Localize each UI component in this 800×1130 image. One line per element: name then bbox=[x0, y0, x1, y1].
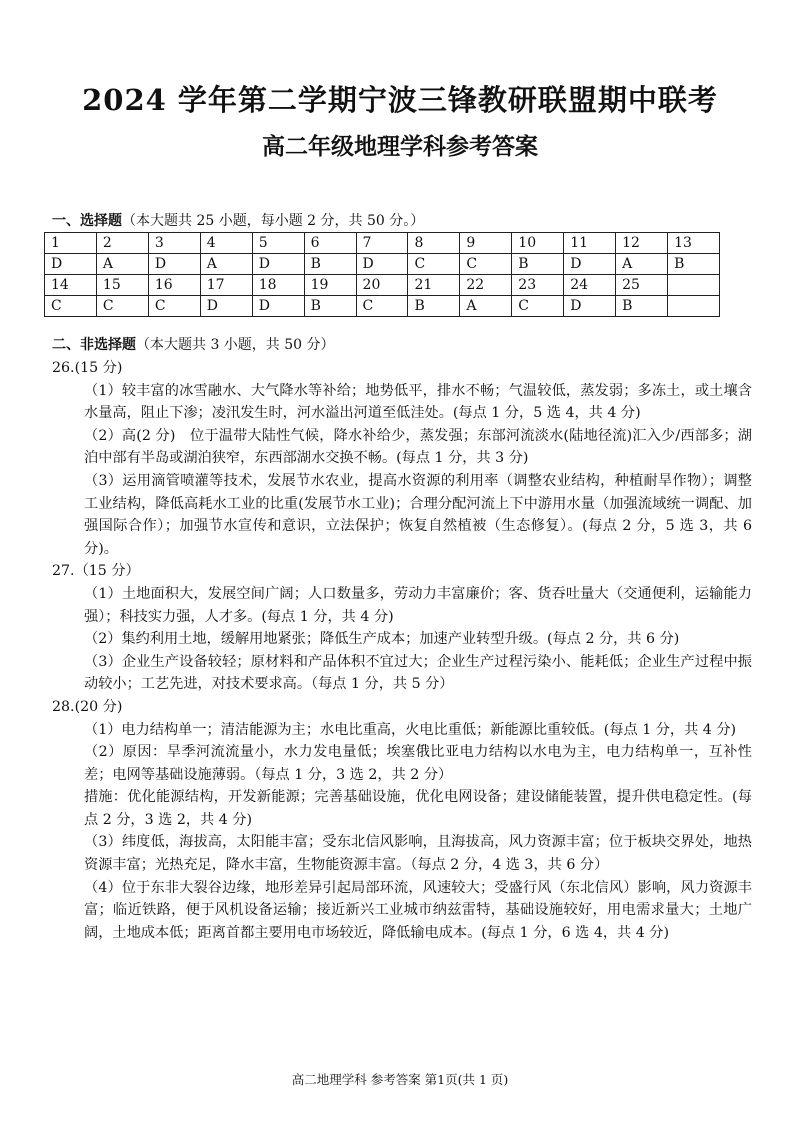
answer-cell: A bbox=[460, 296, 512, 317]
answer-cell: B bbox=[616, 296, 668, 317]
question-number-cell: 22 bbox=[460, 275, 512, 296]
question-27 bbox=[52, 560, 752, 696]
answer-cell: D bbox=[148, 254, 200, 275]
section-1-note: （本大题共 25 小题，每小题 2 分，共 50 分。） bbox=[122, 213, 425, 229]
answer-cell: D bbox=[564, 254, 616, 275]
question-number-cell: 2 bbox=[96, 233, 148, 254]
answer-part: （2）集约利用土地，缓解用地紧张；降低生产成本；加速产业转型升级。(每点 2 分，共 6 分) bbox=[84, 631, 680, 648]
question-number-cell: 18 bbox=[252, 275, 304, 296]
question-label: 27.（15 分） bbox=[52, 563, 140, 580]
answer-cell: A bbox=[616, 254, 668, 275]
question-number-cell: 7 bbox=[356, 233, 408, 254]
question-number-cell: 21 bbox=[408, 275, 460, 296]
question-number-cell: 6 bbox=[304, 233, 356, 254]
answer-cell bbox=[668, 296, 720, 317]
answer-part: （3）纬度低，海拔高，太阳能丰富；受东北信风影响，且海拔高，风力资源丰富；位于板块交界处，地热资源丰富；光热充足，降水丰富，生物能资源丰富。（每点 2 分，4 选 3，共 6 分） bbox=[84, 834, 752, 874]
answer-cell: B bbox=[408, 296, 460, 317]
question-number-cell: 16 bbox=[148, 275, 200, 296]
question-number-cell: 23 bbox=[512, 275, 564, 296]
question-number-cell bbox=[668, 275, 720, 296]
question-number-cell: 8 bbox=[408, 233, 460, 254]
question-number-cell: 3 bbox=[148, 233, 200, 254]
question-number-cell: 25 bbox=[616, 275, 668, 296]
answer-cell: B bbox=[304, 296, 356, 317]
answer-part: （3）运用滴管喷灌等技术，发展节水农业，提高水资源的利用率（调整农业结构，种植耐旱作物）；调整工业结构，降低高耗水工业的比重(发展节水工业)；合理分配河流上下中游用水量（加强流域统一调配、加强国际合作）；加强节水宣传和意识，立法保护；恢复自然植被（生态修复）。(每点 2 分，5 选 3，共 6 分)。 bbox=[84, 472, 752, 557]
section-2-title: 二、非选择题 bbox=[52, 337, 136, 353]
answer-cell: C bbox=[408, 254, 460, 275]
answer-part: （1）电力结构单一；清洁能源为主；水电比重高，火电比重低；新能源比重较低。(每点 1 分，共 4 分) bbox=[84, 721, 737, 738]
section-2-heading bbox=[52, 334, 335, 354]
question-number-cell: 5 bbox=[252, 233, 304, 254]
answer-cell: D bbox=[45, 254, 97, 275]
question-number-cell: 17 bbox=[200, 275, 252, 296]
answer-cell: B bbox=[668, 254, 720, 275]
answer-cell: D bbox=[252, 296, 304, 317]
question-number-cell: 12 bbox=[616, 233, 668, 254]
question-number-cell: 11 bbox=[564, 233, 616, 254]
answer-part: （3）企业生产设备较轻；原材料和产品体积不宜过大；企业生产过程污染小、能耗低；企业生产过程中振动较小；工艺先进，对技术要求高。（每点 1 分，共 5 分） bbox=[84, 653, 752, 693]
answer-cell: C bbox=[512, 296, 564, 317]
question-number-cell: 1 bbox=[45, 233, 97, 254]
question-number-cell: 20 bbox=[356, 275, 408, 296]
section-1-title: 一、选择题 bbox=[52, 213, 122, 229]
question-number-cell: 19 bbox=[304, 275, 356, 296]
question-number-cell: 9 bbox=[460, 233, 512, 254]
question-number-cell: 10 bbox=[512, 233, 564, 254]
answer-part: （4）位于东非大裂谷边缘，地形差异引起局部环流，风速较大；受盛行风（东北信风）影响，风力资源丰富；临近铁路，便于风机设备运输；接近新兴工业城市纳兹雷特，基础设施较好，用电需求量大；土地广阔，土地成本低；距离首都主要用电市场较近，降低输电成本。(每点 1 分，6 选 4，共 4 分) bbox=[84, 879, 752, 941]
answer-cell: C bbox=[460, 254, 512, 275]
answer-row bbox=[45, 254, 720, 275]
answer-cell: A bbox=[200, 254, 252, 275]
answer-part: （2）原因：旱季河流流量小，水力发电量低；埃塞俄比亚电力结构以水电为主，电力结构单一，互补性差；电网等基础设施薄弱。（每点 1 分，3 选 2，共 2 分） bbox=[84, 744, 752, 783]
answer-cell: D bbox=[200, 296, 252, 317]
exam-title: 2024 学年第二学期宁波三锋教研联盟期中联考 bbox=[82, 83, 718, 117]
answer-cell: D bbox=[252, 254, 304, 275]
question-number-cell: 14 bbox=[45, 275, 97, 296]
answer-cell: C bbox=[96, 296, 148, 317]
answer-cell: C bbox=[356, 296, 408, 317]
question-number-cell: 24 bbox=[564, 275, 616, 296]
question-number-cell: 4 bbox=[200, 233, 252, 254]
answer-key-subtitle: 高二年级地理学科参考答案 bbox=[262, 133, 538, 160]
question-28 bbox=[52, 696, 752, 945]
answer-part: 措施：优化能源结构，开发新能源；完善基础设施，优化电网设备；建设储能装置，提升供电稳定性。(每点 2 分，3 选 2，共 4 分) bbox=[84, 789, 752, 828]
answer-cell: D bbox=[564, 296, 616, 317]
answer-row bbox=[45, 296, 720, 317]
answer-cell: A bbox=[96, 254, 148, 275]
answer-cell: B bbox=[512, 254, 564, 275]
section-1-heading bbox=[52, 210, 424, 230]
page-footer: 高二地理学科 参考答案 第1页(共 1 页) bbox=[291, 1072, 509, 1087]
question-label: 26.(15 分) bbox=[52, 360, 123, 376]
question-label: 28.(20 分) bbox=[52, 698, 123, 715]
question-number-cell: 15 bbox=[96, 275, 148, 296]
section-2-note: （本大题共 3 小题，共 50 分） bbox=[136, 337, 335, 353]
answer-body bbox=[52, 357, 752, 944]
question-26 bbox=[52, 357, 752, 560]
question-number-cell: 13 bbox=[668, 233, 720, 254]
question-number-row bbox=[45, 275, 720, 296]
answer-cell: C bbox=[45, 296, 97, 317]
answer-cell: D bbox=[356, 254, 408, 275]
answer-cell: C bbox=[148, 296, 200, 317]
answer-cell: B bbox=[304, 254, 356, 275]
answer-table bbox=[44, 232, 720, 317]
answer-part: （1）土地面积大，发展空间广阔；人口数量多，劳动力丰富廉价；客、货吞吐量大（交通便利，运输能力强）；科技实力强，人才多。(每点 1 分，共 4 分) bbox=[84, 585, 752, 625]
answer-part: （2）高(2 分) 位于温带大陆性气候，降水补给少，蒸发强；东部河流淡水(陆地径流)汇入少/西部多；湖泊中部有半岛或湖泊狭窄，东西部湖水交换不畅。(每点 1 分，共 3 分) bbox=[84, 427, 752, 467]
question-number-row bbox=[45, 233, 720, 254]
answer-part: （1）较丰富的冰雪融水、大气降水等补给；地势低平，排水不畅；气温较低，蒸发弱；多冻土，或土壤含水量高，阻止下渗；凌汛发生时，河水溢出河道至低洼处。(每点 1 分，5 选 4，共 4 分) bbox=[84, 382, 752, 422]
